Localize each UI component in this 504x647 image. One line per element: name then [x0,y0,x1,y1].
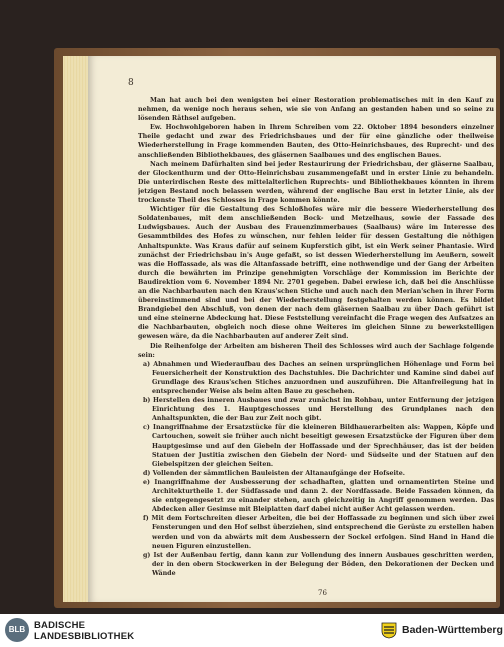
bottom-page-number: 76 [318,589,327,597]
page-number: 8 [128,78,134,88]
library-name-line2: LANDESBIBLIOTHEK [34,631,135,642]
list-item: b) Herstellen des inneren Ausbaues und zwar zunächst im Rohbau, unter Entfernung der jetzigen Einrichtung des 1. Hauptgeschosses und Herstellung des Grundplanes nach den Anhaltspunkten, die der Bau zur Zeit noch gibt. [143,397,494,423]
state-name: Baden-Württemberg [402,624,503,636]
list-item: d) Vollenden der sämmtlichen Bauleisten der Altanaufgänge der Hofseite. [143,469,406,477]
list-item: e) Inangriffnahme der Ausbesserung der schadhaften, glatten und ornamentirten Steine und Architekturtheile 1. der Südfassade und dann 2. der Nordfassade. Beide Fassaden können, da sie entgegengesetzt zu einander stehen, auch gleichzeitig in Angriff genommen werden. Das Abdecken aller Gesimse mit Bleiplatten darf dabei nicht außer Acht gelassen werden. [143,478,494,514]
library-name [34,620,134,642]
paragraph: Ew. Hochwohlgeboren haben in Ihrem Schreiben vom 22. Oktober 1894 besonders einzelner Theile gedacht und zwar des Friedrichsbaues und der für eine gänzliche oder theilweise Wiederherstellung in Frage kommenden Bauten, des Otto-Heinrichsbaues, des Ruprecht- und des anschließenden Bibliothekbaues, des gläsernen Saalbaues und des englischen Baues. [138,124,494,159]
paragraph: Die Reihenfolge der Arbeiten am bisheren Theil des Schlosses wird auch der Sachlage folgende sein: [138,342,494,359]
list-item: a) Abnahmen und Wiederaufbau des Daches an seinen ursprünglichen Höhenlage und Form bei Feuersicherheit der Konstruktion des Dachstuhles. Die Dachrichter und Kamine sind dabei auf Grundlage des Kraus'schen Stiches anzuordnen und auszuführen. Die Altanfreilegung hat in entsprechender Weise als beim alten Baue zu geschehen. [143,360,494,395]
list-item: c) Inangriffnahme der Ersatzstücke für die kleineren Bildhauerarbeiten als: Wappen, Köpfe und Cartouchen, soweit sie früher auch nicht beseitigt gewesen Ersatzstücke der Figuren über dem Hauptgesimse und auf den Giebeln der Hoffassade und der Sprechhäuser, das ist der beiden Statuen der Justitia zwischen den Giebeln der Nord- und Südseite und der Statuen auf den Giebelspitzen der gleichen Seiten. [143,424,494,468]
list-item: f) Mit dem Fortschreiten dieser Arbeiten, die bei der Hoffassade zu beginnen und sich über zwei Fensterungen und den Hof selbst überziehen, sind entsprechend die Gerüste zu erstellen haben werden und von da abwärts mit dem Ausbessern der Sockel erfolgen. Sind Hand in Hand die neuen Figuren einzustellen. [143,515,494,550]
coat-of-arms-icon [380,621,398,639]
library-footer [0,614,504,647]
paragraph: Nach meinem Dafürhalten sind bei jeder Restaurirung der Friedrichsbau, der gläserne Saalbau, der Glockenthurm und der Otto-Heinrichsbau zusammengefaßt und in erster Linie zu behandeln. Die unterirdischen Reste des mittelalterlichen Ruprechts- und Bibliothekbaues könnten in ihrem jetzigen Bestand noch belassen werden, während der englische Bau erst in letzter Linie, als der trockenste Theil des Schlosses in Frage kommen könnte. [138,160,494,205]
paragraph: Man hat auch bei den wenigsten bei einer Restoration problematisches mit in den Kauf zu nehmen, da wenige noch heraus sehen, wie sie von Anfang an gestanden haben und so seine zu lösenden Räthsel aufgeben. [138,97,494,123]
list-item: g) Ist der Außenbau fertig, dann kann zur Vollendung des innern Ausbaues geschritten werden, der in den obern Stockwerken in der Belegung der Böden, den Dekorationen der Decken und Wände [143,551,494,577]
blb-logo[interactable]: BLB [5,618,29,642]
paragraph: Wichtiger für die Gestaltung des Schloßhofes wäre mir die bessere Wiederherstellung des Soldatenbaues, mit dem anschließenden Bock- und Metzelhaus, sowie der Fassade des Ludwigsbaues. Auch der Ausbau des Frauenzimmerbaues (Saalbaus) wäre im Interesse des Gesammtbildes des Hofes zu wünschen, nur fehlen leider für dessen Gestaltung die nöthigen Anhaltspunkte. Was Kraus dafür auf seinem Kupferstich gibt, ist ein Werk seiner Phantasie. Wird zunächst der Friedrichsbau in's Auge gefaßt, so ist dessen Wiederherstellung im Aeußern, soweit was die Hoffassade, als was die Altanfassade betrifft, eine nothwendige und der Gang der Arbeiten durch die bewährten im Prinzipe genehmigten Vorschläge der Kommission im Berichte der Baudirektion vom 6. November 1894 Nr. 2701 gegeben. Dabei erwiese ich, daß bei die Anschlüsse an die Nachbarbauten nach den Kraus'schen Stiche und auch nach den Merian'schen in ihrer Form übereinstimmend sind und bei der Wiederherstellung festgehalten werden können. Es bildet Brandgiebel den Abschluß, von denen der nach dem gläsernen Saalbau zu über Dach geführt ist und eine steinerne Abdeckung hat. Diese Feststellung vereinfacht die Frage wegen des Aufsatzes an die Nachbarbauten, obgleich noch diese ohne Weiteres im gleichen Sinne zu bewerkstelligen gewesen wäre, da die Nachbarbauten auf anderer Zeit sind. [138,206,494,341]
page-stack-edge [63,56,89,602]
page-text [138,96,494,584]
library-name-line1: BADISCHE [34,620,86,631]
